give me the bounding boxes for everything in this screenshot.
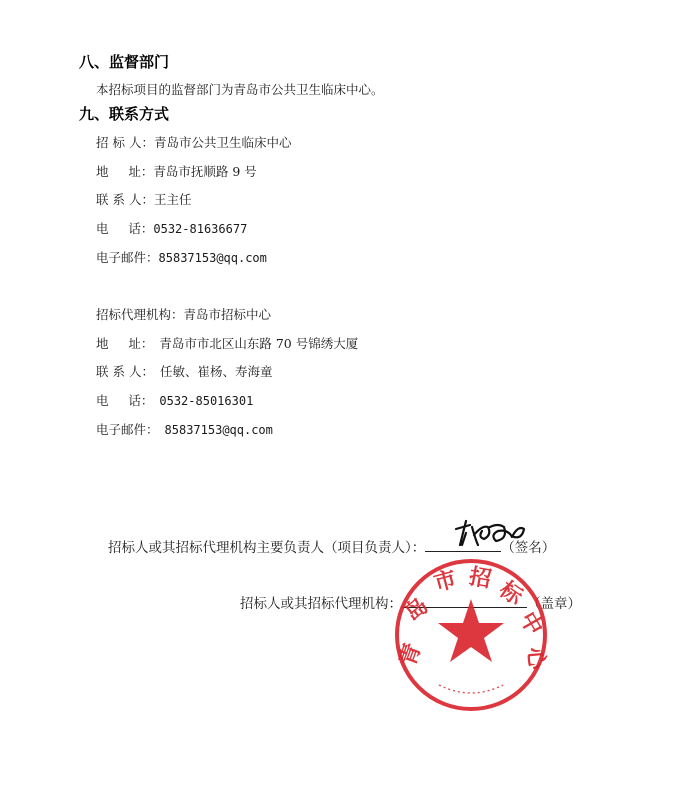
seal-char-1: 青 [395, 640, 427, 670]
agency-email-row [96, 420, 273, 438]
tenderer-name-row [96, 133, 291, 151]
agency-email-label: 电子邮件： [96, 422, 159, 437]
seal-char-3: 市 [431, 566, 460, 597]
section8-body: 本招标项目的监督部门为青岛市公共卫生临床中心。 [96, 82, 384, 97]
seal-char-7: 心 [522, 646, 549, 671]
agency-address-value: 青岛市市北区山东路 70 号锦绣大厦 [159, 336, 359, 351]
seal-char-5: 标 [494, 577, 527, 611]
tenderer-email-row [96, 248, 267, 266]
agency-contact-row [96, 362, 272, 380]
seal-char-6: 中 [514, 607, 547, 640]
seal-star-icon [438, 599, 504, 662]
agency-address-row [96, 334, 358, 352]
responsible-label: 招标人或其招标代理机构主要负责人（项目负责人）： [108, 540, 426, 556]
agency-name-row [96, 305, 271, 323]
agency-address-label: 地 址： [96, 336, 154, 351]
official-seal [391, 555, 551, 715]
org-suffix: （盖章） [527, 596, 581, 612]
agency-contact-label: 联 系 人： [96, 364, 154, 379]
agency-contact-value: 任敏、崔杨、寿海童 [159, 364, 273, 379]
tenderer-contact-label: 联 系 人： [96, 192, 154, 207]
tenderer-phone-label: 电 话： [96, 221, 154, 236]
tenderer-contact-value: 王主任 [153, 192, 192, 207]
agency-phone-value: 0532-85016301 [159, 394, 254, 408]
agency-name-value: 青岛市招标中心 [183, 307, 272, 322]
tenderer-name-label: 招 标 人： [96, 135, 154, 150]
handwritten-signature [452, 515, 532, 551]
seal-char-4: 招 [467, 564, 494, 593]
section9-title: 九、联系方式 [79, 105, 170, 123]
agency-phone-label: 电 话： [96, 393, 154, 408]
tenderer-address-value: 青岛市抚顺路 9 号 [153, 164, 257, 179]
tenderer-address-label: 地 址： [96, 164, 154, 179]
tenderer-name-value: 青岛市公共卫生临床中心 [153, 135, 292, 150]
tenderer-contact-row [96, 190, 191, 208]
seal-serial-ticks [439, 685, 503, 693]
tenderer-phone-value: 0532-81636677 [153, 222, 248, 236]
tenderer-address-row [96, 162, 257, 180]
tenderer-phone-row [96, 219, 247, 237]
agency-phone-row [96, 391, 253, 409]
tenderer-email-value: 85837153@qq.com [158, 251, 267, 265]
org-label: 招标人或其招标代理机构： [240, 596, 402, 612]
agency-email-value: 85837153@qq.com [164, 423, 273, 437]
agency-name-label: 招标代理机构： [96, 307, 184, 322]
seal-char-2: 岛 [400, 593, 434, 627]
tenderer-email-label: 电子邮件： [96, 250, 159, 265]
responsible-suffix: （签名） [501, 540, 556, 556]
section8-title: 八、监督部门 [79, 53, 170, 71]
